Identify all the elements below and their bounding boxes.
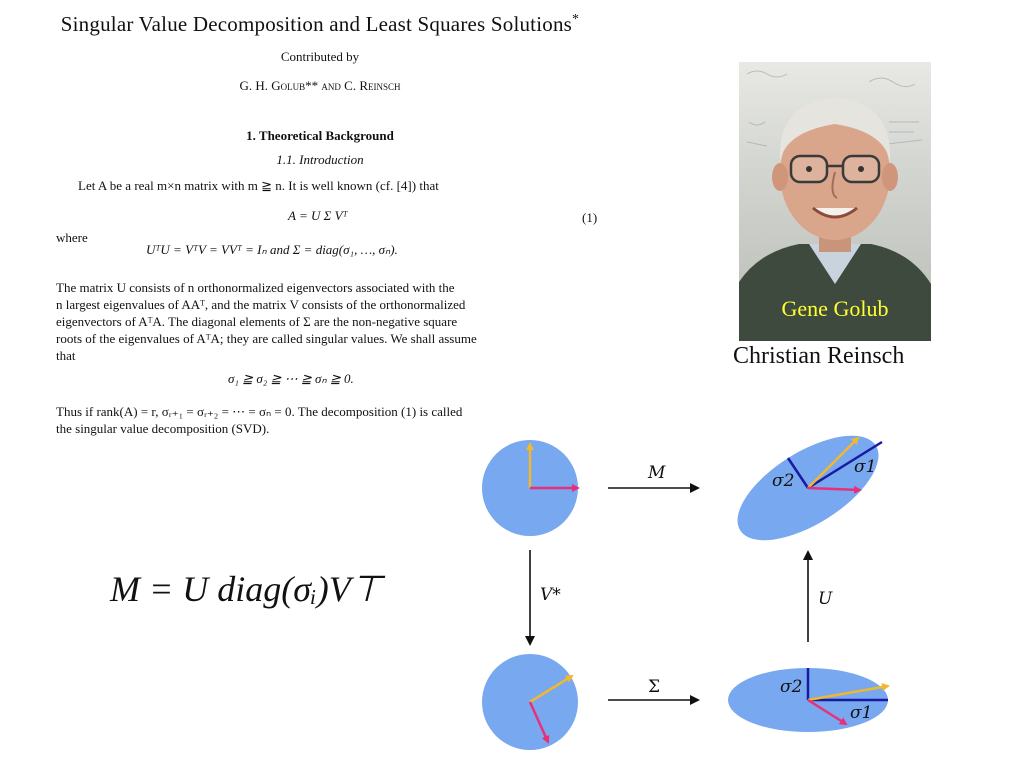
intro-line: Let A be a real m×n matrix with m ≧ n. It is well known (cf. [4]) that bbox=[78, 178, 439, 193]
paper-excerpt bbox=[0, 0, 640, 460]
para-line-3: eigenvectors of AᵀA. The diagonal elements of Σ are the non-negative square bbox=[56, 314, 458, 329]
sigma1-label-top: σ1 bbox=[854, 457, 877, 477]
arrow-Vstar bbox=[530, 550, 561, 644]
unit-disc-bottom-left bbox=[482, 654, 578, 750]
section-heading: 1. Theoretical Background bbox=[246, 128, 394, 143]
label-Sigma: Σ bbox=[648, 677, 661, 697]
where-text: where bbox=[56, 230, 88, 245]
subsection-heading: 1.1. Introduction bbox=[276, 152, 364, 167]
sigma2-label-bottom: σ2 bbox=[780, 677, 803, 697]
equation-2: UᵀU = VᵀV = VVᵀ = Iₙ and Σ = diag(σ₁, …, σₙ). bbox=[146, 242, 398, 257]
paper-title: Singular Value Decomposition and Least Squares Solutions* bbox=[60, 12, 580, 36]
person-name-label: Christian Reinsch bbox=[733, 343, 905, 369]
arrow-M bbox=[608, 463, 698, 488]
sigma2-label-top: σ2 bbox=[772, 471, 795, 491]
unit-disc-top-left bbox=[482, 440, 578, 536]
contributed-by: Contributed by bbox=[280, 49, 360, 64]
ellipse-top-right bbox=[721, 430, 895, 561]
paper-authors: G. H. Golub** and C. Reinsch bbox=[239, 78, 401, 93]
photo-caption: Gene Golub bbox=[781, 296, 889, 321]
label-U: U bbox=[818, 589, 833, 609]
equation-1: A = U Σ Vᵀ bbox=[288, 208, 348, 223]
sigma1-label-bottom: σ1 bbox=[850, 703, 873, 723]
para-line-2: n largest eigenvalues of AAᵀ, and the matrix V consists of the orthonormalized bbox=[56, 297, 466, 312]
label-M: M bbox=[648, 463, 666, 483]
equation-3: σ₁ ≧ σ₂ ≧ ⋯ ≧ σₙ ≧ 0. bbox=[228, 371, 354, 386]
para-line-1: The matrix U consists of n orthonormalized eigenvectors associated with the bbox=[56, 280, 455, 295]
final-line-1: Thus if rank(A) = r, σᵣ₊₁ = σᵣ₊₂ = ⋯ = σₙ = 0. The decomposition (1) is called bbox=[56, 404, 463, 419]
equation-1-number: (1) bbox=[582, 210, 598, 225]
svd-formula: M = U diag(σᵢ)V⊤ bbox=[110, 569, 383, 609]
para-line-4: roots of the eigenvalues of AᵀA; they are called singular values. We shall assume bbox=[56, 331, 477, 346]
para-line-5: that bbox=[56, 348, 76, 363]
arrow-U bbox=[808, 552, 833, 642]
label-Vstar: V* bbox=[540, 585, 561, 605]
arrow-Sigma bbox=[608, 677, 698, 700]
ellipse-bottom-right bbox=[728, 668, 888, 732]
portrait-photo bbox=[739, 62, 931, 341]
final-line-2: the singular value decomposition (SVD). bbox=[56, 421, 270, 436]
svd-diagram bbox=[470, 430, 950, 760]
